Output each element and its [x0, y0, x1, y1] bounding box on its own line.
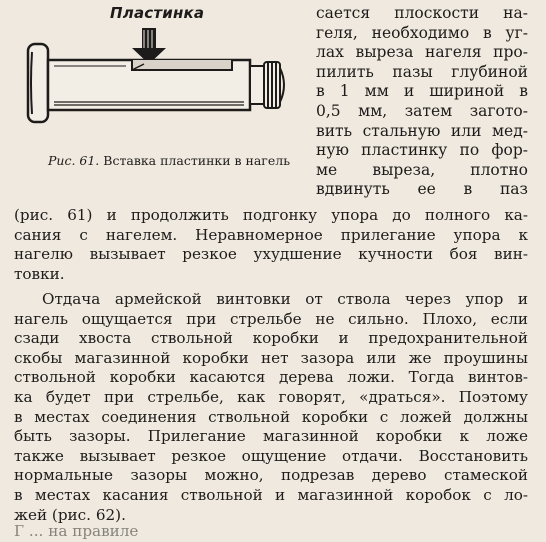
text-line: товки. [14, 264, 65, 283]
text-line: в местах касания ствольной и магазинной коробок с ло- [14, 485, 528, 504]
text-line: Отдача армейской винтовки от ствола через упор и [42, 290, 528, 308]
plate-label: Пластинка [110, 4, 205, 22]
figure-caption [44, 152, 294, 169]
text-line: 0,5 мм, затем загото- [316, 101, 528, 120]
text-line: вить стальную или мед- [316, 121, 528, 140]
text-line: ствольной коробки касаются дерева ложи. Тогда винтов- [14, 368, 528, 387]
text-line: нормальные зазоры можно, подрезав дерево стамеской [14, 466, 528, 485]
text-line: в 1 мм и шириной в [316, 82, 528, 101]
text-line: ка будет при стрельбе, как говорят, «драться». Поэтому [14, 387, 528, 406]
text-line: геля, необходимо в уг- [316, 23, 528, 42]
text-line: пилить пазы глубиной [316, 62, 528, 81]
text-line: сается плоскости на- [316, 4, 528, 22]
text-line: вдвинуть ее в паз [316, 180, 528, 199]
figure-61 [14, 4, 306, 200]
text-line: (рис. 61) и продолжить подгонку упора до полного ка- [14, 206, 528, 224]
text-line: также вызывает резкое ощущение отдачи. Восстановить [14, 446, 528, 465]
text-line: жей (рис. 62). [14, 505, 126, 524]
paragraph-2 [14, 290, 528, 525]
text-line: лах выреза нагеля про- [316, 43, 528, 62]
text-line: сзади хвоста ствольной коробки и предохранительной [14, 329, 528, 348]
caption-text: Вставка пластинки в нагель [103, 153, 291, 168]
text-line: нагель ощущается при стрельбе не сильно. Плохо, если [14, 309, 528, 328]
text-line: нагелю вызывает резкое ухудшение кучности боя вин- [14, 245, 528, 264]
text-line: сания с нагелем. Неравномерное прилегание упора к [14, 225, 528, 244]
right-column-text [316, 4, 528, 200]
text-line: ме выреза, плотно [316, 160, 528, 179]
paragraph-1 [14, 206, 528, 284]
cut-off-line [14, 522, 528, 542]
text-line: Г ... на правиле [14, 522, 139, 540]
text-line: в местах соединения ствольной коробки с ложей должны [14, 407, 528, 426]
caption-number: Рис. 61. [47, 153, 100, 168]
text-line: ную пластинку по фор- [316, 141, 528, 160]
text-line: скобы магазинной коробки нет зазора или же проушины [14, 348, 528, 367]
nagel-illustration [14, 4, 306, 154]
down-arrow-icon [132, 28, 166, 64]
text-line: быть зазоры. Прилегание магазинной коробки к ложе [14, 427, 528, 446]
